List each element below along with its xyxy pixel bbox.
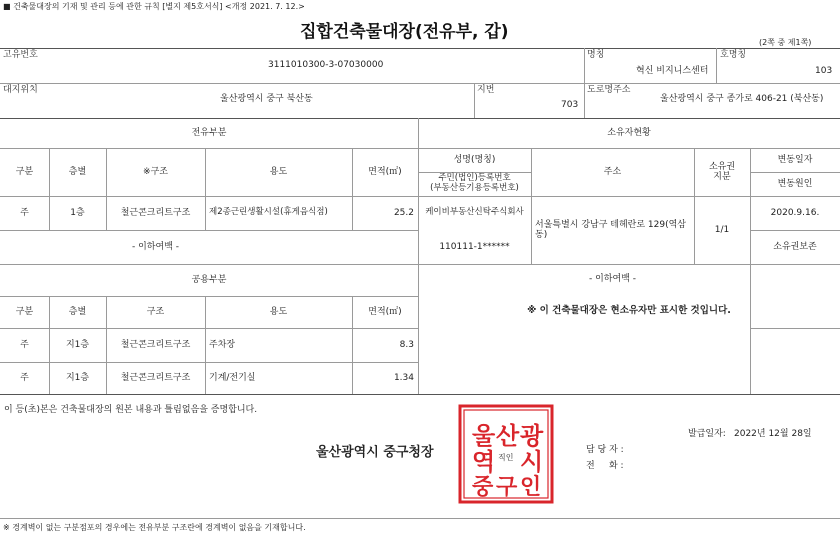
page-indicator: (2쪽 중 제1쪽): [759, 38, 812, 47]
common-header-structure: 구조: [146, 306, 165, 317]
svg-text:광: 광: [520, 422, 544, 450]
official-seal: [458, 404, 554, 504]
owner-name-header: 성명(명칭): [453, 154, 496, 165]
exclusive-header-area: 면적(㎡): [368, 166, 402, 177]
footer-note: ※ 경계벽이 없는 구분점포의 경우에는 전유부분 구조란에 경계벽이 없음을 기재합니다.: [3, 523, 306, 532]
authority-name: 울산광역시 중구청장: [316, 445, 434, 460]
exclusive-header-structure: ※구조: [143, 166, 168, 177]
exclusive-header-type: 구분: [15, 166, 34, 177]
owner-address: 서울특별시 강남구 테헤란로 129(역삼동): [535, 219, 686, 240]
lot-label: 지번: [477, 85, 495, 95]
ownership-end-text: - 이하여백 -: [589, 273, 636, 284]
svg-text:구: 구: [496, 475, 518, 500]
table-row-cell: 8.3: [399, 339, 414, 350]
ownership-notice: ※ 이 건축물대장은 현소유자만 표시한 것입니다.: [527, 304, 731, 316]
owner-share: 1/1: [714, 224, 730, 235]
road-value: 울산광역시 중구 종가로 406-21 (북산동): [660, 94, 824, 104]
page-title: 집합건축물대장(전유부, 갑): [300, 22, 509, 42]
svg-text:산: 산: [496, 422, 520, 450]
table-row-cell: 철근콘크리트구조: [120, 339, 191, 350]
svg-text:시: 시: [520, 448, 544, 476]
certify-text: 이 등(초)본은 건축물대장의 원본 내용과 틀림없음을 증명합니다.: [4, 405, 258, 415]
owner-address-header: 주소: [603, 166, 622, 177]
exclusive-section-title: 전유부분: [191, 127, 227, 138]
unique-no-value: 3111010300-3-07030000: [268, 60, 384, 70]
lot-value: 703: [561, 100, 579, 110]
owner-name: 케이비부동산신탁주식회사: [425, 207, 524, 218]
officer-label: 담 당 자 :: [586, 445, 624, 455]
table-row-cell: 주: [20, 372, 29, 383]
table-row-cell: 제2종근린생활시설(휴게음식점): [209, 207, 328, 218]
common-header-use: 용도: [269, 306, 288, 317]
svg-text:인: 인: [520, 475, 542, 500]
common-section-title: 공용부분: [191, 274, 227, 285]
ownership-section-title: 소유자현황: [607, 127, 651, 138]
change-date-header: 변동일자: [777, 154, 813, 165]
change-cause: 소유권보존: [773, 241, 817, 252]
seal-center-text: 직인: [498, 453, 514, 462]
unit-label: 호명칭: [720, 50, 747, 60]
exclusive-header-use: 용도: [269, 166, 288, 177]
table-row-cell: 25.2: [393, 207, 414, 218]
table-row-cell: 1.34: [393, 372, 414, 383]
table-row-cell: 지1층: [65, 372, 90, 383]
table-row-cell: 지1층: [65, 339, 90, 350]
owner-id-header: 주민(법인)등록번호 (부동산등기용등록번호): [430, 173, 519, 193]
issue-date: 2022년 12월 28일: [734, 429, 812, 439]
change-cause-header: 변동원인: [777, 178, 813, 189]
table-row-cell: 주: [20, 339, 29, 350]
unit-value: 103: [815, 66, 833, 76]
table-row-cell: 주차장: [209, 339, 236, 350]
change-date: 2020.9.16.: [770, 207, 820, 218]
location-value: 울산광역시 중구 북산동: [220, 94, 313, 104]
name-value: 혁신 비지니스센터: [636, 66, 709, 76]
table-row-cell: 철근콘크리트구조: [120, 207, 191, 218]
table-row-cell: 철근콘크리트구조: [120, 372, 191, 383]
road-label: 도로명주소: [587, 85, 631, 95]
svg-text:중: 중: [472, 475, 494, 500]
table-row-cell: 주: [20, 207, 29, 218]
common-header-type: 구분: [15, 306, 34, 317]
issue-date-label: 발급일자:: [688, 429, 726, 439]
exclusive-header-floor: 층별: [68, 166, 87, 177]
owner-id: 110111-1******: [439, 241, 510, 252]
exclusive-end-text: - 이하여백 -: [132, 241, 179, 252]
common-header-area: 면적(㎡): [368, 306, 402, 317]
svg-text:역: 역: [472, 448, 496, 476]
phone-label: 전 화 :: [586, 461, 624, 471]
location-label: 대지위치: [3, 85, 38, 95]
svg-text:울: 울: [472, 422, 496, 450]
common-header-floor: 층별: [68, 306, 87, 317]
table-row-cell: 1층: [70, 207, 85, 218]
owner-share-header: 소유권 지분: [708, 161, 736, 182]
unique-no-label: 고유번호: [3, 50, 38, 60]
name-label: 명칭: [587, 50, 605, 60]
table-row-cell: 기계/전기실: [209, 372, 256, 383]
regulation-text: ■ 건축물대장의 기재 및 관리 등에 관한 규칙 [별지 제5호서식] <개정 2021. 7. 12.>: [3, 2, 305, 11]
